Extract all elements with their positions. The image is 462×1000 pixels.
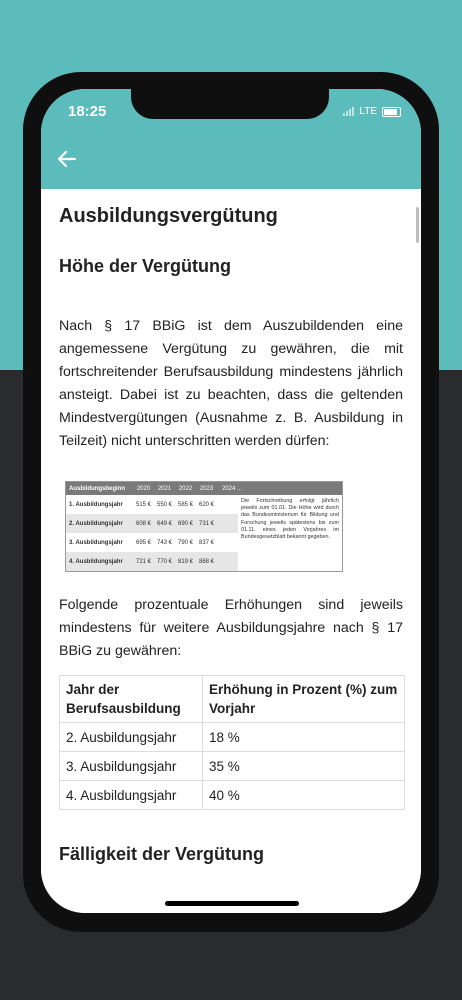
image-table-header-cell: 2020 [136,485,151,492]
phone-screen [41,89,421,913]
image-table-header-cell: 2021 [157,485,172,492]
rates-cell-year: 4. Ausbildungsjahr [60,781,203,810]
image-table-cell: 731 € [198,520,214,527]
rates-cell-increase: 18 % [203,723,405,752]
image-table-header-cell: Ausbildungsbeginn [69,485,125,492]
rates-cell-increase: 35 % [203,752,405,781]
status-time: 18:25 [68,103,107,120]
scrollbar[interactable] [416,207,419,243]
home-indicator[interactable] [165,901,299,906]
rates-cell-year: 3. Ausbildungsjahr [60,752,203,781]
network-label: LTE [359,106,377,117]
image-table-row-label: 1. Ausbildungsjahr [69,501,123,508]
image-table-header-cell: 2022 [178,485,193,492]
image-table-cell: 585 € [177,501,193,508]
table-row [60,781,405,810]
image-table-cell: 515 € [135,501,151,508]
article-content[interactable] [41,189,421,913]
image-table-row [66,533,238,552]
image-table-cell: 608 € [135,520,151,527]
paragraph-increase: Folgende prozentuale Erhöhungen sind jeweils mindestens für weitere Ausbildungsjahre nach § 17 BBiG zu gewähren: [59,597,403,659]
rates-table-header-row [60,676,405,723]
rates-header-increase: Erhöhung in Prozent (%) zum Vorjahr [203,676,405,723]
mindestverguetung-image [65,481,343,572]
image-table-cell: 770 € [156,558,172,565]
image-table-header-cell: 2023 [199,485,214,492]
status-icons [343,106,401,117]
paragraph-intro: Nach § 17 BBiG ist dem Auszubildenden eine angemessene Vergütung zu gewähren, die mit fortschreitender Berufsausbildung mindestens jährlich ansteigt. Dabei ist zu beachten, dass die geltenden Mindestvergütungen (Ausnahme z. B. Ausbildung in Teilzeit) nicht unterschritten werden dürfen: [59,318,403,449]
image-table-note: Die Fortschreibung erfolgt jährlich jeweils zum 01.01. Die Höhe wird durch das Bundesministerium für Bildung und Forschung jeweils spätestens bis zum 01.11. eines jeden Vorjahres im Bundesgesetzblatt bekannt gegeben. [241,498,339,541]
image-table-row [66,514,238,533]
rates-cell-year: 2. Ausbildungsjahr [60,723,203,752]
arrow-left-icon [55,147,79,171]
image-table-cell: 868 € [198,558,214,565]
image-table-row-label: 4. Ausbildungsjahr [69,558,123,565]
rates-table [59,675,405,810]
table-row [60,723,405,752]
battery-icon [382,107,401,117]
image-table-cell: 649 € [156,520,172,527]
phone-notch [131,89,329,119]
image-table-cell: 690 € [177,520,193,527]
image-table-cell: 819 € [177,558,193,565]
back-button[interactable] [55,147,79,171]
image-table-row [66,495,238,514]
rates-header-year: Jahr der Berufsausbildung [60,676,203,723]
image-table-cell: 743 € [156,539,172,546]
signal-icon [343,107,354,116]
image-table-cell: 695 € [135,539,151,546]
rates-cell-increase: 40 % [203,781,405,810]
image-table-row [66,552,238,571]
image-table-rows [66,495,238,571]
image-table-cell: 721 € [135,558,151,565]
image-table-row-label: 2. Ausbildungsjahr [69,520,123,527]
page-title: Ausbildungsvergütung [59,205,278,227]
image-table-cell: 550 € [156,501,172,508]
image-table-cell: 790 € [177,539,193,546]
image-table-cell: 620 € [198,501,214,508]
table-row [60,752,405,781]
section-heading-hoehe: Höhe der Vergütung [59,256,232,276]
section-heading-faelligkeit: Fälligkeit der Vergütung [59,844,265,864]
image-table-header-cell: 2024 ... [221,485,242,492]
image-table-cell: 837 € [198,539,214,546]
image-table-row-label: 3. Ausbildungsjahr [69,539,123,546]
image-table-header [66,482,342,495]
